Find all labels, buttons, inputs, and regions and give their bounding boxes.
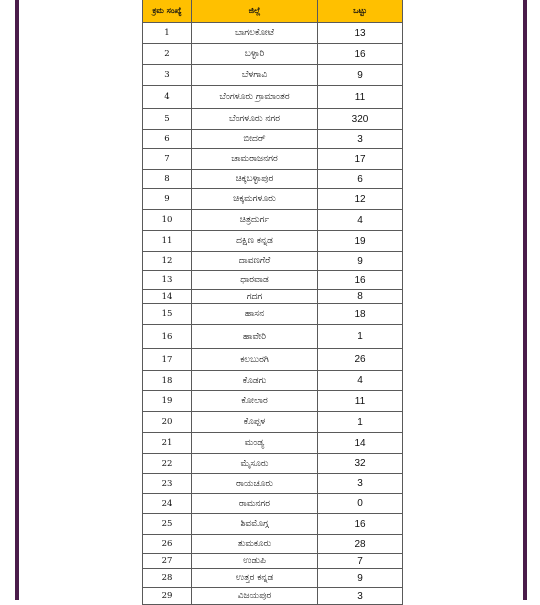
count-cell: 7 [318,554,403,569]
serial-number-cell: 9 [143,189,192,210]
serial-number-cell: 22 [143,454,192,474]
count-cell: 1 [318,325,403,349]
count-cell: 13 [318,23,403,44]
district-name-cell: ಧಾರವಾಡ [192,271,318,290]
count-cell: 4 [318,371,403,391]
table-row [143,433,403,454]
serial-number-cell: 5 [143,109,192,130]
header-district: ಜಿಲ್ಲೆ [192,0,318,23]
district-name-cell: ರಾಯಚೂರು [192,474,318,494]
district-name-cell: ಬೀದರ್ [192,130,318,149]
district-name-cell: ಕೊಪ್ಪಳ [192,412,318,433]
serial-number-cell: 10 [143,210,192,231]
district-count-table [142,0,403,605]
table-row [143,44,403,65]
count-cell: 6 [318,170,403,189]
district-name-cell: ಕಲಬುರಗಿ [192,349,318,371]
district-name-cell: ಬೆಳಗಾವಿ [192,65,318,86]
table-row [143,494,403,514]
table-row [143,210,403,231]
serial-number-cell: 17 [143,349,192,371]
serial-number-cell: 4 [143,86,192,109]
count-cell: 19 [318,231,403,252]
serial-number-cell: 16 [143,325,192,349]
count-cell: 0 [318,494,403,514]
serial-number-cell: 12 [143,252,192,271]
table-row [143,514,403,535]
count-cell: 3 [318,474,403,494]
count-cell: 320 [318,109,403,130]
serial-number-cell: 13 [143,271,192,290]
serial-number-cell: 27 [143,554,192,569]
count-cell: 11 [318,391,403,412]
count-cell: 3 [318,130,403,149]
serial-number-cell: 19 [143,391,192,412]
table-row [143,554,403,569]
table-row [143,189,403,210]
table-row [143,65,403,86]
count-cell: 9 [318,65,403,86]
count-cell: 16 [318,271,403,290]
table-row [143,304,403,325]
table-row [143,412,403,433]
table-row [143,231,403,252]
district-name-cell: ಉತ್ತರ ಕನ್ನಡ [192,569,318,588]
serial-number-cell: 28 [143,569,192,588]
table-row [143,290,403,304]
serial-number-cell: 2 [143,44,192,65]
page-frame-left [15,0,19,600]
serial-number-cell: 18 [143,371,192,391]
serial-number-cell: 8 [143,170,192,189]
district-name-cell: ಕೊಡಗು [192,371,318,391]
count-cell: 1 [318,412,403,433]
serial-number-cell: 29 [143,588,192,605]
count-cell: 8 [318,290,403,304]
serial-number-cell: 20 [143,412,192,433]
district-name-cell: ಹಾವೇರಿ [192,325,318,349]
table-row [143,325,403,349]
district-name-cell: ಬೆಂಗಳೂರು ಗ್ರಾಮಾಂತರ [192,86,318,109]
district-name-cell: ಚಿಕ್ಕಬಳ್ಳಾಪುರ [192,170,318,189]
district-name-cell: ಬಳ್ಳಾರಿ [192,44,318,65]
district-name-cell: ಚಾಮರಾಜನಗರ [192,149,318,170]
district-name-cell: ಶಿವಮೊಗ್ಗ [192,514,318,535]
serial-number-cell: 24 [143,494,192,514]
district-name-cell: ಚಿಕ್ಕಮಗಳೂರು [192,189,318,210]
table-row [143,349,403,371]
district-name-cell: ರಾಮನಗರ [192,494,318,514]
district-name-cell: ತುಮಕೂರು [192,535,318,554]
header-serial-number: ಕ್ರಮ ಸಂಖ್ಯೆ [143,0,192,23]
serial-number-cell: 6 [143,130,192,149]
serial-number-cell: 14 [143,290,192,304]
serial-number-cell: 15 [143,304,192,325]
district-name-cell: ಬಾಗಲಕೋಟೆ [192,23,318,44]
header-total: ಒಟ್ಟು [318,0,403,23]
district-name-cell: ದಾವಣಗೆರೆ [192,252,318,271]
count-cell: 9 [318,569,403,588]
serial-number-cell: 3 [143,65,192,86]
count-cell: 32 [318,454,403,474]
district-name-cell: ಮಂಡ್ಯ [192,433,318,454]
count-cell: 28 [318,535,403,554]
table-row [143,588,403,605]
table-row [143,454,403,474]
serial-number-cell: 26 [143,535,192,554]
table-row [143,252,403,271]
table-header-row [143,0,403,23]
count-cell: 17 [318,149,403,170]
table-row [143,170,403,189]
table-row [143,569,403,588]
table-row [143,371,403,391]
district-name-cell: ಚಿತ್ರದುರ್ಗ [192,210,318,231]
count-cell: 16 [318,514,403,535]
page-frame-right [523,0,527,600]
count-cell: 18 [318,304,403,325]
count-cell: 3 [318,588,403,605]
serial-number-cell: 23 [143,474,192,494]
serial-number-cell: 11 [143,231,192,252]
table-row [143,391,403,412]
serial-number-cell: 25 [143,514,192,535]
count-cell: 14 [318,433,403,454]
serial-number-cell: 1 [143,23,192,44]
table-row [143,149,403,170]
count-cell: 9 [318,252,403,271]
count-cell: 16 [318,44,403,65]
district-name-cell: ಗದಗ [192,290,318,304]
count-cell: 11 [318,86,403,109]
table-row [143,23,403,44]
count-cell: 26 [318,349,403,371]
table-row [143,535,403,554]
serial-number-cell: 7 [143,149,192,170]
district-name-cell: ಬೆಂಗಳೂರು ನಗರ [192,109,318,130]
serial-number-cell: 21 [143,433,192,454]
count-cell: 12 [318,189,403,210]
count-cell: 4 [318,210,403,231]
district-name-cell: ಕೋಲಾರ [192,391,318,412]
district-name-cell: ಹಾಸನ [192,304,318,325]
district-name-cell: ಉಡುಪಿ [192,554,318,569]
table-row [143,474,403,494]
table-row [143,130,403,149]
district-name-cell: ವಿಜಯಪುರ [192,588,318,605]
table-row [143,109,403,130]
table-row [143,271,403,290]
table-row [143,86,403,109]
district-name-cell: ದಕ್ಷಿಣ ಕನ್ನಡ [192,231,318,252]
district-name-cell: ಮೈಸೂರು [192,454,318,474]
